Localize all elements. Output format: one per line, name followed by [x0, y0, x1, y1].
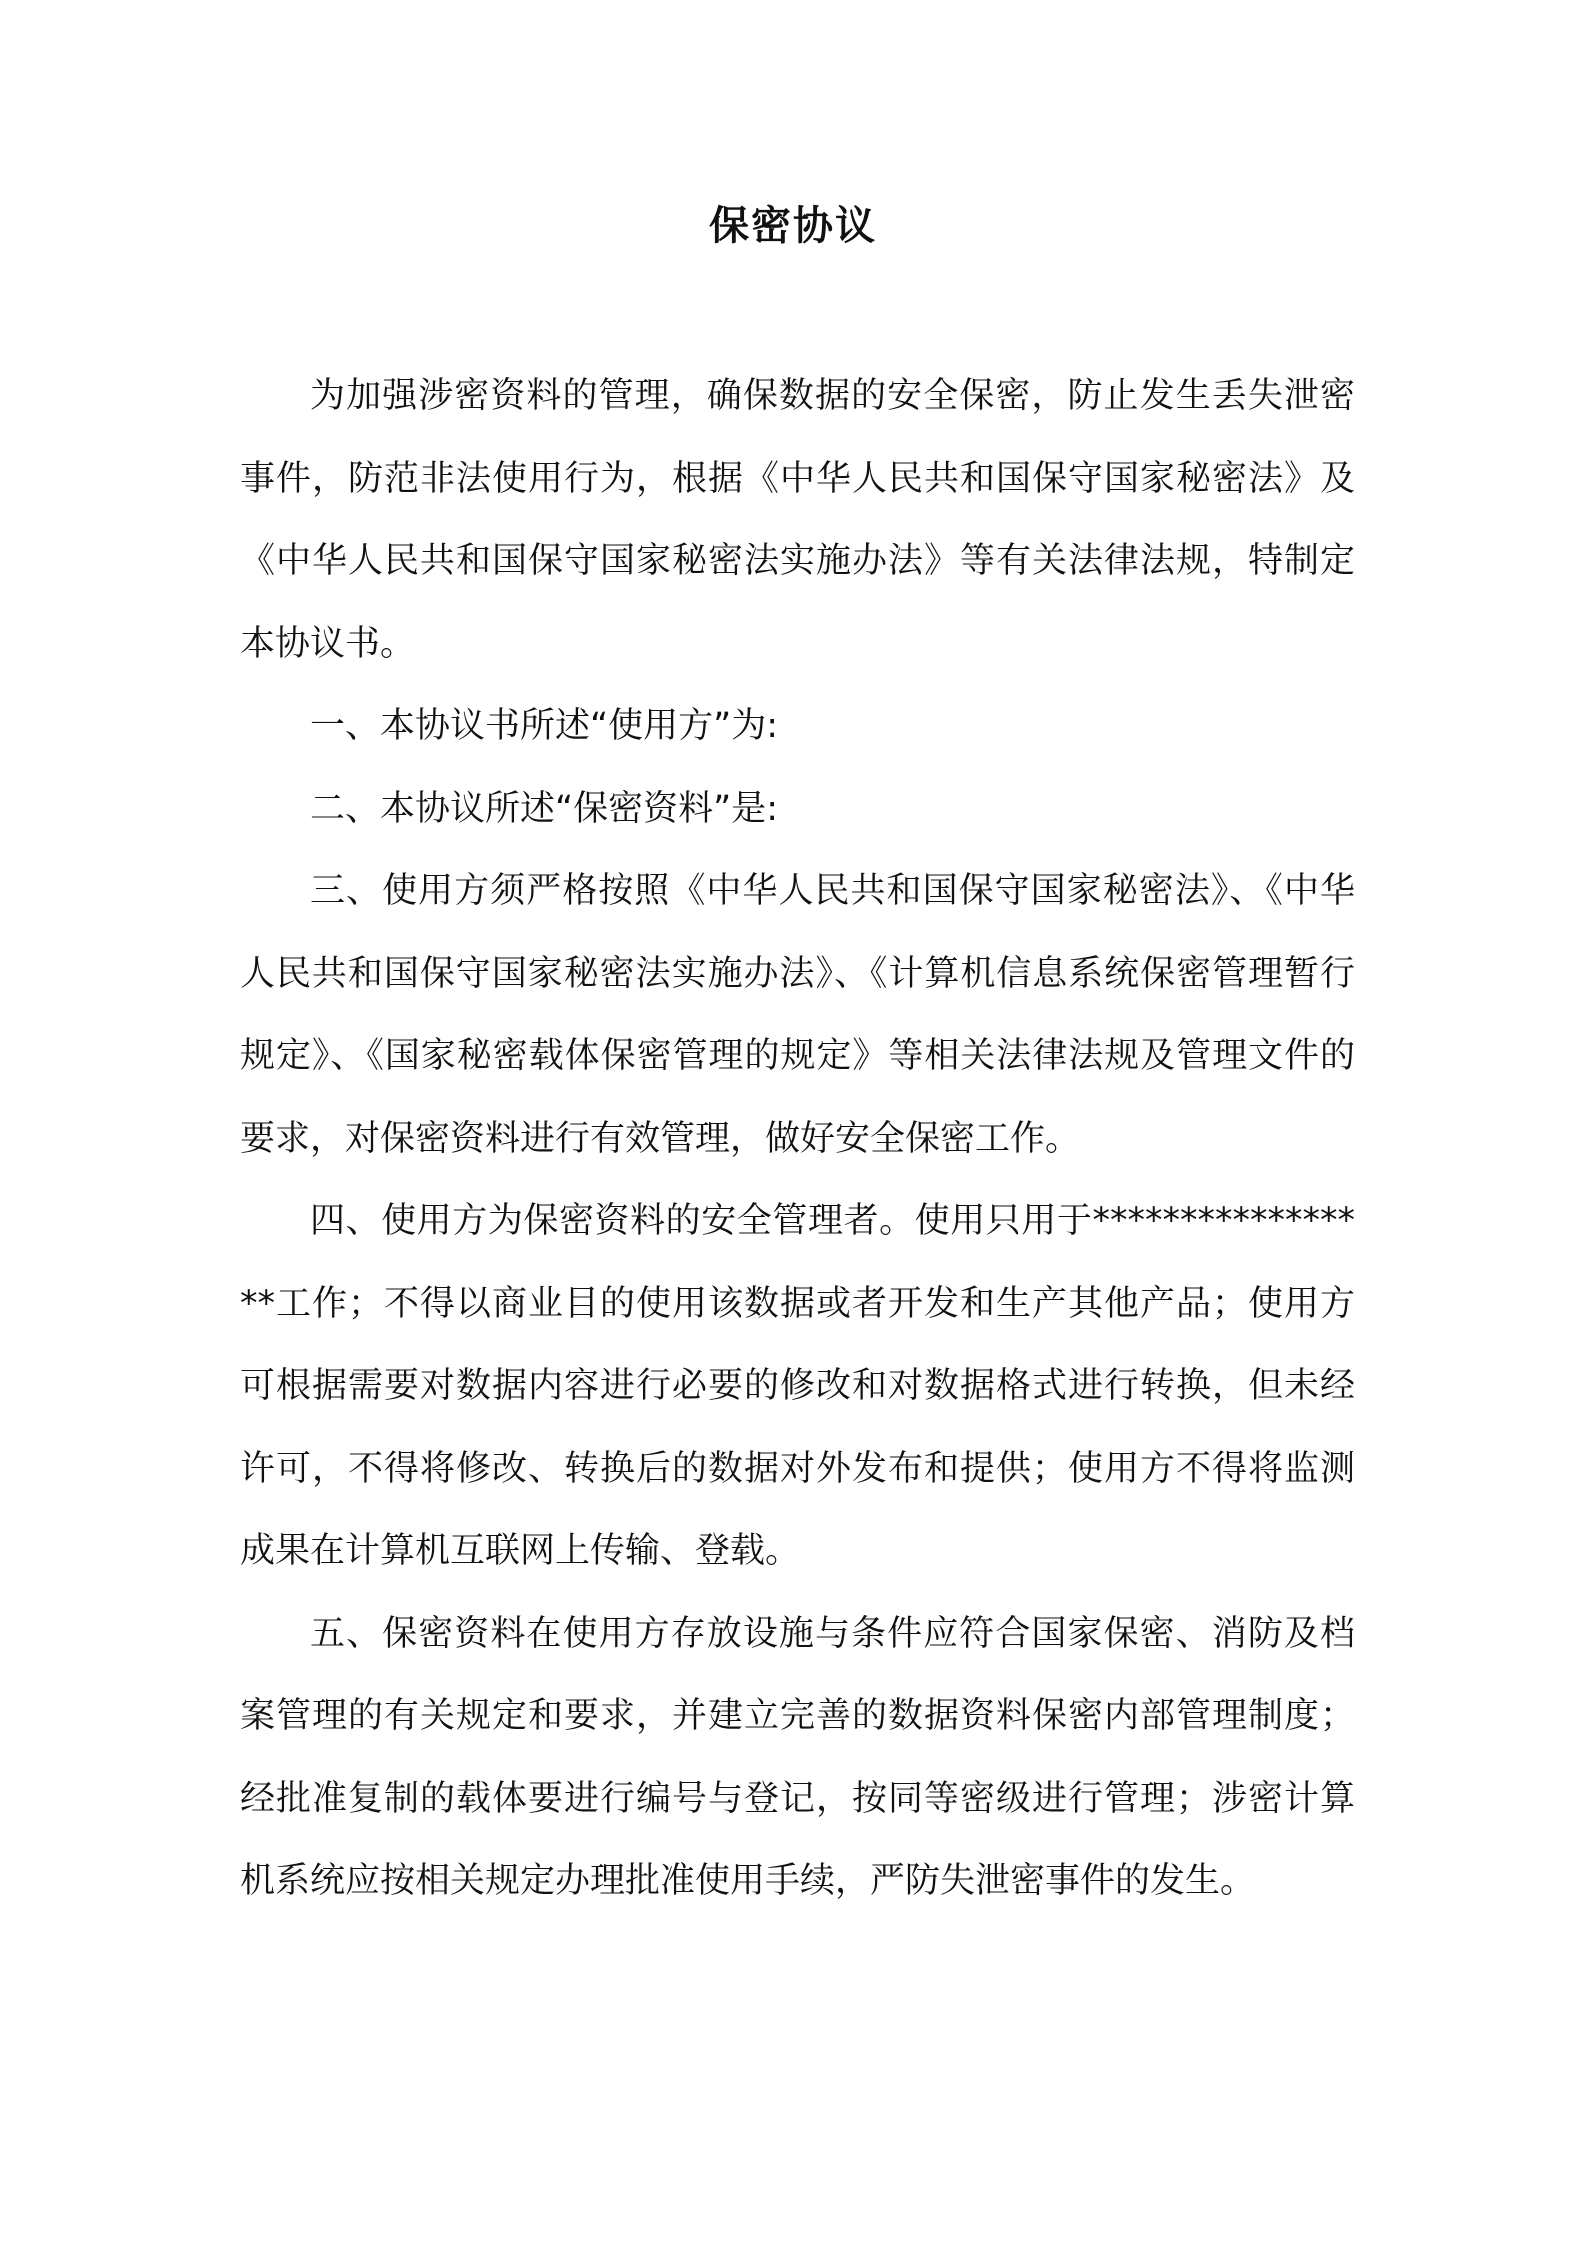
clause-5-paragraph: 五、保密资料在使用方存放设施与条件应符合国家保密、消防及档案管理的有关规定和要求，并建立完善的数据资料保密内部管理制度；经批准复制的载体要进行编号与登记，按同等密级进行管理；涉密计算机系统应按相关规定办理批准使用手续，严防失泄密事件的发生。	[240, 1613, 1355, 1901]
clause-1-paragraph: 一、本协议书所述“使用方”为:	[310, 706, 779, 746]
clause-4-paragraph: 四、使用方为保密资料的安全管理者。使用只用于*****************工作；不得以商业目的使用该数据或者开发和生产其他产品；使用方可根据需要对数据内容进行必要的修改和对数据格式进行转换，但未经许可，不得将修改、转换后的数据对外发布和提供；使用方不得将监测成果在计算机互联网上传输、登载。	[240, 1201, 1355, 1571]
intro-paragraph: 为加强涉密资料的管理，确保数据的安全保密，防止发生丢失泄密事件，防范非法使用行为，根据《中华人民共和国保守国家秘密法》及《中华人民共和国保守国家秘密法实施办法》等有关法律法规，特制定本协议书。	[240, 376, 1355, 664]
document-body	[240, 355, 1355, 1923]
clause-2-paragraph: 二、本协议所述“保密资料”是:	[310, 788, 779, 829]
document-title: 保密协议	[709, 203, 877, 249]
clause-3-paragraph: 三、使用方须严格按照《中华人民共和国保守国家秘密法》、《中华人民共和国保守国家秘密法实施办法》、《计算机信息系统保密管理暂行规定》、《国家秘密载体保密管理的规定》等相关法律法规及管理文件的要求，对保密资料进行有效管理，做好安全保密工作。	[240, 871, 1355, 1159]
